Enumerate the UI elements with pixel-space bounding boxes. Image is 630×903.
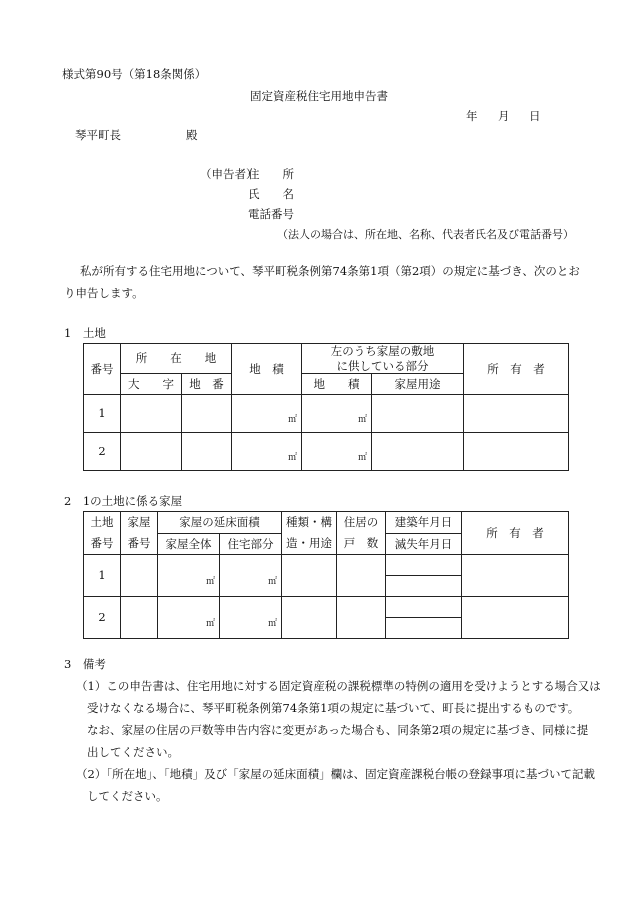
owner-cell[interactable] <box>462 597 569 639</box>
unit-label: ㎡ <box>205 576 215 587</box>
site-area-cell[interactable] <box>302 395 372 433</box>
phone-label: 電話番号 <box>248 207 294 221</box>
table-row <box>84 597 569 618</box>
house-number-cell[interactable] <box>121 555 158 597</box>
unit-label: ㎡ <box>205 618 215 629</box>
oaza-cell[interactable] <box>121 433 182 471</box>
chiban-cell[interactable] <box>182 433 232 471</box>
area-cell[interactable] <box>232 395 302 433</box>
units-cell[interactable] <box>337 555 386 597</box>
note-1-line-1: （1）この申告書は、住宅用地に対する固定資産税の課税標準の特例の適用を受けようとする場合又は <box>76 679 601 693</box>
header-chiban: 地 番 <box>182 374 232 395</box>
unit-label: ㎡ <box>267 576 277 587</box>
header-site-part: 左のうち家屋の敷地 に供している部分 <box>302 344 464 374</box>
header-location: 所 在 地 <box>121 344 232 374</box>
residential-area-cell[interactable] <box>220 555 282 597</box>
house-use-cell[interactable] <box>372 433 464 471</box>
header-demolished-date: 滅失年月日 <box>386 533 462 555</box>
built-date-cell[interactable] <box>386 555 462 576</box>
header-house-use: 家屋用途 <box>372 374 464 395</box>
header-site-area: 地 積 <box>302 374 372 395</box>
area-cell[interactable] <box>232 433 302 471</box>
intro-line-1: 私が所有する住宅用地について、琴平町税条例第74条第1項（第2項）の規定に基づき、次のとお <box>80 264 580 278</box>
section2-heading: 2 1の土地に係る家屋 <box>64 494 183 508</box>
row-number: 1 <box>84 395 121 433</box>
unit-label: ㎡ <box>267 618 277 629</box>
demolished-date-cell[interactable] <box>386 618 462 639</box>
table-row <box>84 555 569 576</box>
owner-cell[interactable] <box>464 433 569 471</box>
header-owner: 所 有 者 <box>462 512 569 555</box>
unit-label: ㎡ <box>287 452 297 463</box>
header-units: 住居の 戸 数 <box>337 512 386 555</box>
unit-label: ㎡ <box>357 414 367 425</box>
land-table <box>83 343 569 471</box>
note-2-line-2: してください。 <box>87 789 168 803</box>
owner-cell[interactable] <box>464 395 569 433</box>
applicant-label: （申告者） <box>200 167 258 181</box>
section3-heading: 3 備考 <box>64 657 106 671</box>
table-row <box>84 433 569 471</box>
date-day-label: 日 <box>529 109 541 123</box>
header-oaza: 大 字 <box>121 374 182 395</box>
built-date-cell[interactable] <box>386 597 462 618</box>
note-1-line-2: 受けなくなる場合に、琴平町税条例第74条第1項の規定に基づいて、町長に提出するものです。 <box>87 701 580 715</box>
header-total-area: 家屋全体 <box>158 533 220 555</box>
header-land-number: 土地 番号 <box>84 512 121 555</box>
unit-label: ㎡ <box>357 452 367 463</box>
address-label: 住 所 <box>248 167 294 181</box>
demolished-date-cell[interactable] <box>386 576 462 597</box>
chiban-cell[interactable] <box>182 395 232 433</box>
date-month-label: 月 <box>498 109 510 123</box>
table-row <box>84 395 569 433</box>
row-number: 1 <box>84 555 121 597</box>
addressee-honorific: 殿 <box>186 128 198 142</box>
site-area-cell[interactable] <box>302 433 372 471</box>
intro-line-2: り申告します。 <box>64 286 144 300</box>
corporate-note: （法人の場合は、所在地、名称、代表者氏名及び電話番号） <box>277 228 574 241</box>
header-house-number: 家屋 番号 <box>121 512 158 555</box>
structure-cell[interactable] <box>282 555 337 597</box>
header-built-date: 建築年月日 <box>386 512 462 534</box>
note-1-line-3: なお、家屋の住居の戸数等申告内容に変更があった場合も、同条第2項の規定に基づき、同様に提 <box>87 723 589 737</box>
header-structure: 種類・構 造・用途 <box>282 512 337 555</box>
structure-cell[interactable] <box>282 597 337 639</box>
unit-label: ㎡ <box>287 414 297 425</box>
note-2-line-1: （2）「所在地」、「地積」及び「家屋の延床面積」欄は、固定資産課税台帳の登録事項に基づいて記載 <box>76 767 596 781</box>
header-residential-area: 住宅部分 <box>220 533 282 555</box>
total-area-cell[interactable] <box>158 555 220 597</box>
total-area-cell[interactable] <box>158 597 220 639</box>
header-area: 地 積 <box>232 344 302 395</box>
note-1-line-4: 出してください。 <box>87 745 179 759</box>
name-label: 氏 名 <box>248 187 294 201</box>
house-use-cell[interactable] <box>372 395 464 433</box>
house-table <box>83 511 569 639</box>
residential-area-cell[interactable] <box>220 597 282 639</box>
section1-heading: 1 土地 <box>64 326 106 340</box>
row-number: 2 <box>84 433 121 471</box>
units-cell[interactable] <box>337 597 386 639</box>
owner-cell[interactable] <box>462 555 569 597</box>
header-floor-area: 家屋の延床面積 <box>158 512 282 534</box>
row-number: 2 <box>84 597 121 639</box>
header-owner: 所 有 者 <box>464 344 569 395</box>
date-year-label: 年 <box>466 109 478 123</box>
addressee-name: 琴平町長 <box>75 128 121 142</box>
oaza-cell[interactable] <box>121 395 182 433</box>
page-title: 固定資産税住宅用地申告書 <box>250 89 388 103</box>
form-number: 様式第90号（第18条関係） <box>62 67 207 81</box>
house-number-cell[interactable] <box>121 597 158 639</box>
header-number: 番号 <box>84 344 121 395</box>
